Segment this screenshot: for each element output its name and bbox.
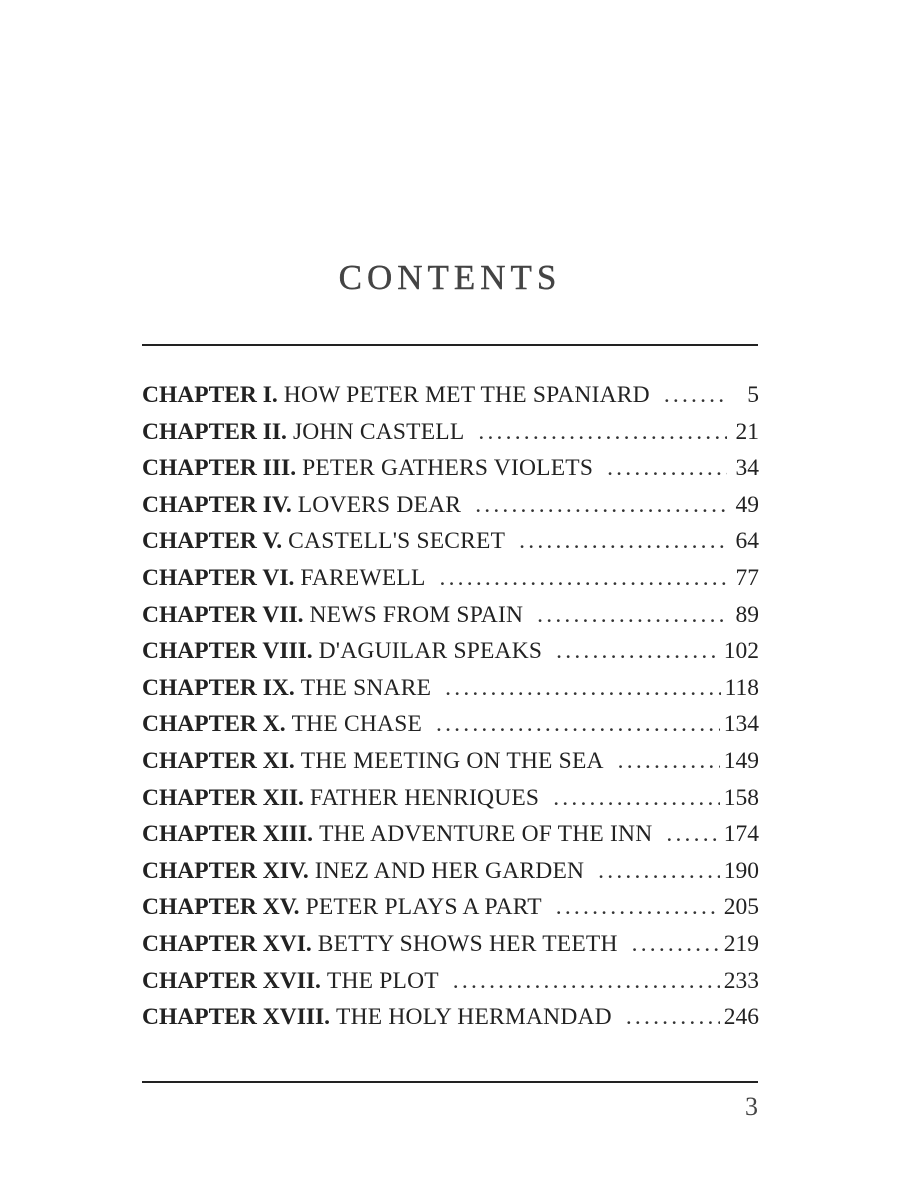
chapter-title: D'AGUILAR SPEAKS [318,638,543,665]
chapter-page-number: 118 [724,674,759,701]
chapter-label: CHAPTER VII. [142,601,304,628]
chapter-title: NEWS FROM SPAIN [309,601,524,628]
top-rule-divider [142,344,758,346]
chapter-page-number: 102 [723,638,759,665]
chapter-page-number: 89 [735,601,759,628]
dot-leader [475,492,727,519]
dot-leader [553,785,720,812]
chapter-page-number: 219 [723,930,759,957]
dot-leader [440,565,727,592]
chapter-title: THE CHASE [291,711,423,738]
chapter-label: CHAPTER X. [142,711,286,738]
page-number: 3 [745,1092,758,1121]
chapter-label: CHAPTER V. [142,528,283,555]
toc-entry[interactable] [142,748,759,785]
chapter-label: CHAPTER XVI. [142,930,312,957]
dot-leader [607,455,727,482]
chapter-title: PETER PLAYS A PART [305,894,542,921]
chapter-label: CHAPTER IV. [142,491,292,518]
dot-leader [537,602,727,629]
chapter-page-number: 246 [723,1004,759,1031]
toc-entry[interactable] [142,492,759,529]
chapter-label: CHAPTER XVIII. [142,1004,331,1031]
chapter-page-number: 77 [735,564,759,591]
toc-entry[interactable] [142,565,759,602]
toc-entry[interactable] [142,528,759,565]
toc-entry[interactable] [142,382,759,419]
toc-entry[interactable] [142,711,759,748]
chapter-title: FATHER HENRIQUES [309,784,540,811]
toc-entry[interactable] [142,968,759,1005]
chapter-title: HOW PETER MET THE SPANIARD [283,382,650,408]
chapter-title: THE HOLY HERMANDAD [336,1004,612,1031]
chapter-page-number: 205 [723,894,759,921]
chapter-label: CHAPTER XIII. [142,821,314,848]
chapter-label: CHAPTER XII. [142,784,304,811]
table-of-contents [142,382,759,1041]
dot-leader [436,711,720,738]
chapter-label: CHAPTER XVII. [142,967,321,994]
chapter-title: INEZ AND HER GARDEN [314,857,585,884]
chapter-page-number: 34 [735,455,759,482]
toc-entry[interactable] [142,894,759,931]
toc-entry[interactable] [142,821,759,858]
chapter-label: CHAPTER VI. [142,564,295,591]
dot-leader [626,1004,720,1031]
dot-leader [666,821,719,848]
chapter-title: CASTELL'S SECRET [288,528,506,555]
chapter-page-number: 49 [735,491,759,518]
chapter-title: THE ADVENTURE OF THE INN [319,821,653,848]
chapter-page-number: 21 [735,418,759,445]
dot-leader [556,894,720,921]
bottom-rule-divider [142,1081,758,1083]
toc-entry[interactable] [142,785,759,822]
chapter-page-number: 64 [735,528,759,555]
dot-leader [618,748,720,775]
chapter-title: BETTY SHOWS HER TEETH [317,930,618,957]
dot-leader [445,675,720,702]
chapter-label: CHAPTER XI. [142,747,295,774]
chapter-page-number: 158 [723,784,759,811]
dot-leader [664,382,727,409]
dot-leader [453,968,720,995]
chapter-title: PETER GATHERS VIOLETS [302,455,594,482]
chapter-page-number: 233 [723,967,759,994]
chapter-page-number: 134 [723,711,759,738]
chapter-label: CHAPTER III. [142,455,297,482]
chapter-title: JOHN CASTELL [292,418,465,445]
chapter-title: THE PLOT [326,967,439,994]
toc-entry[interactable] [142,419,759,456]
dot-leader [632,931,720,958]
chapter-label: CHAPTER XV. [142,894,300,921]
dot-leader [519,528,727,555]
chapter-title: FAREWELL [300,564,426,591]
chapter-page-number: 190 [723,857,759,884]
chapter-label: CHAPTER VIII. [142,638,313,665]
chapter-title: THE MEETING ON THE SEA [300,747,604,774]
dot-leader [556,638,720,665]
chapter-title: LOVERS DEAR [297,491,462,518]
chapter-label: CHAPTER XIV. [142,857,309,884]
chapter-label: CHAPTER I. [142,382,278,408]
toc-entry[interactable] [142,455,759,492]
toc-entry[interactable] [142,1004,759,1041]
chapter-page-number: 174 [723,821,759,848]
toc-entry[interactable] [142,675,759,712]
toc-entry[interactable] [142,858,759,895]
dot-leader [478,419,727,446]
chapter-label: CHAPTER II. [142,418,287,445]
chapter-page-number: 5 [747,382,759,408]
chapter-label: CHAPTER IX. [142,674,295,701]
toc-entry[interactable] [142,931,759,968]
chapter-title: THE SNARE [300,674,432,701]
toc-entry[interactable] [142,638,759,675]
page-title: CONTENTS [338,258,562,297]
toc-entry[interactable] [142,602,759,639]
dot-leader [598,858,720,885]
chapter-page-number: 149 [723,747,759,774]
